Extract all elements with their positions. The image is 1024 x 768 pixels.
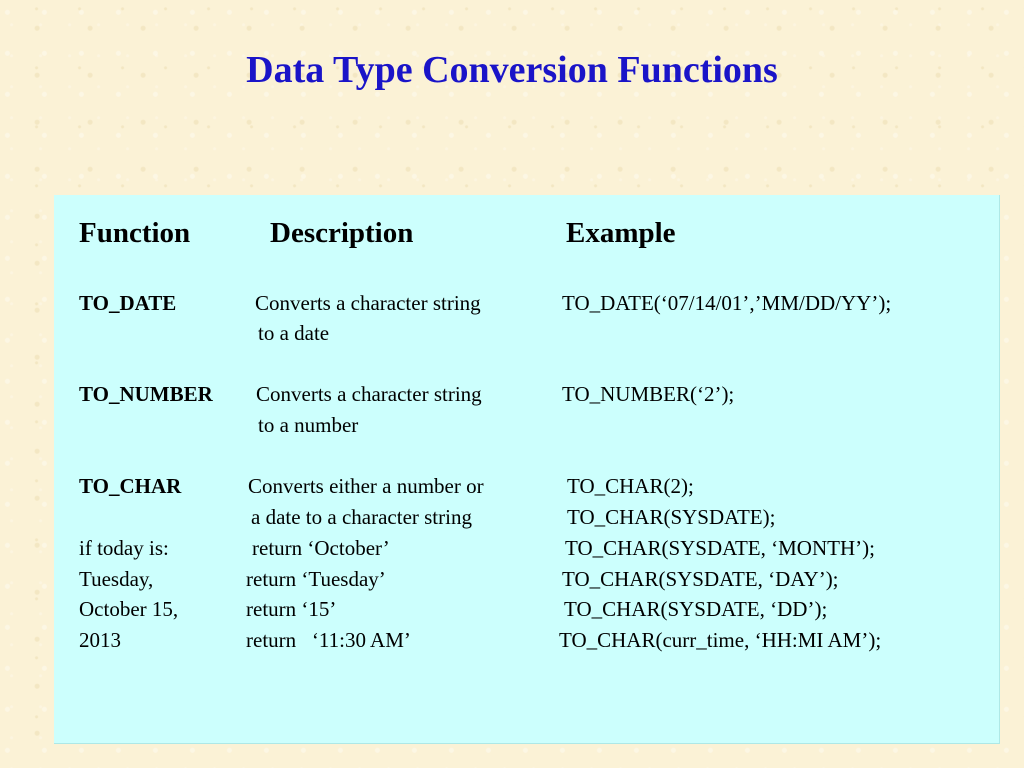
header-function: Function (79, 217, 191, 249)
slide-title: Data Type Conversion Functions (246, 49, 778, 91)
description-to-date-line1: Converts a character string (255, 291, 481, 315)
extra-row-3-middle: return ‘15’ (246, 597, 337, 621)
description-to-char-line2: a date to a character string (251, 505, 472, 529)
example-to-number: TO_NUMBER(‘2’); (562, 382, 735, 406)
example-to-char-line1: TO_CHAR(2); (567, 474, 694, 498)
description-to-date-line2: to a date (258, 321, 330, 345)
description-to-number-line2: to a number (258, 413, 359, 437)
extra-row-1-right: TO_CHAR(SYSDATE, ‘MONTH’); (565, 536, 875, 560)
description-to-number-line1: Converts a character string (256, 382, 482, 406)
description-to-char-line1: Converts either a number or (248, 474, 484, 498)
function-name-to-date: TO_DATE (79, 291, 177, 315)
extra-row-4-left: 2013 (79, 628, 121, 652)
function-name-to-char: TO_CHAR (79, 474, 182, 498)
example-to-char-line2: TO_CHAR(SYSDATE); (567, 505, 776, 529)
extra-row-2-middle: return ‘Tuesday’ (246, 567, 386, 591)
function-name-to-number: TO_NUMBER (79, 382, 213, 406)
extra-row-2-right: TO_CHAR(SYSDATE, ‘DAY’); (562, 567, 839, 591)
content-box (54, 195, 1000, 744)
extra-row-2-left: Tuesday, (79, 567, 154, 591)
header-description: Description (270, 217, 414, 249)
extra-row-4-middle: return ‘11:30 AM’ (246, 628, 411, 652)
extra-row-1-middle: return ‘October’ (252, 536, 390, 560)
extra-row-3-left: October 15, (79, 597, 179, 621)
example-to-date: TO_DATE(‘07/14/01’,’MM/DD/YY’); (562, 291, 892, 315)
extra-row-3-right: TO_CHAR(SYSDATE, ‘DD’); (564, 597, 828, 621)
extra-row-1-left: if today is: (79, 536, 169, 560)
header-example: Example (566, 217, 676, 249)
extra-row-4-right: TO_CHAR(curr_time, ‘HH:MI AM’); (559, 628, 882, 652)
